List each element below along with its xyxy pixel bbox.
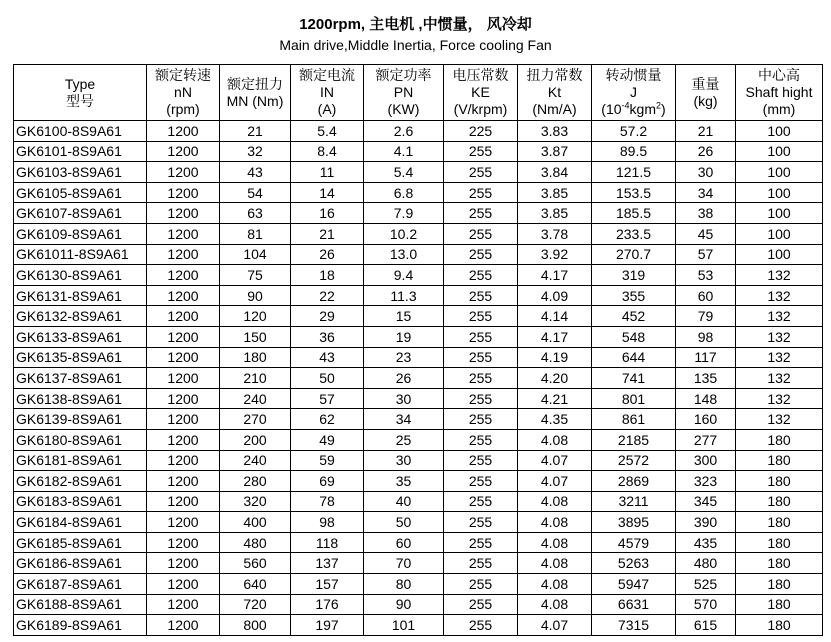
cell-rated-current: 78 [291,491,364,512]
cell-rotor-inertia: 319 [592,265,676,286]
cell-voltage-constant: 255 [444,409,518,430]
cell-rated-speed: 1200 [147,388,220,409]
cell-rated-current: 69 [291,471,364,492]
cell-shaft-height: 180 [736,471,823,492]
cell-rated-power: 30 [364,450,444,471]
cell-voltage-constant: 255 [444,347,518,368]
cell-type: GK6186-8S9A61 [14,553,147,574]
cell-shaft-height: 180 [736,532,823,553]
cell-type: GK6132-8S9A61 [14,306,147,327]
table-row [14,306,823,327]
cell-torque-constant: 3.85 [518,203,592,224]
cell-type: GK6181-8S9A61 [14,450,147,471]
cell-type: GK6131-8S9A61 [14,285,147,306]
table-row [14,429,823,450]
cell-rated-power: 34 [364,409,444,430]
cell-rotor-inertia: 861 [592,409,676,430]
cell-rated-current: 98 [291,512,364,533]
cell-weight: 21 [676,121,736,142]
cell-voltage-constant: 255 [444,491,518,512]
cell-rated-current: 137 [291,553,364,574]
cell-rotor-inertia: 6631 [592,594,676,615]
table-row [14,182,823,203]
cell-weight: 300 [676,450,736,471]
cell-weight: 38 [676,203,736,224]
cell-rated-speed: 1200 [147,265,220,286]
cell-rated-torque: 63 [220,203,291,224]
cell-rated-speed: 1200 [147,368,220,389]
cell-type: GK6183-8S9A61 [14,491,147,512]
cell-voltage-constant: 255 [444,223,518,244]
cell-voltage-constant: 255 [444,265,518,286]
cell-rated-current: 157 [291,574,364,595]
cell-weight: 615 [676,615,736,636]
table-row [14,265,823,286]
cell-rated-power: 30 [364,388,444,409]
cell-rated-power: 90 [364,594,444,615]
cell-voltage-constant: 255 [444,471,518,492]
cell-rated-current: 22 [291,285,364,306]
cell-torque-constant: 4.21 [518,388,592,409]
cell-type: GK6189-8S9A61 [14,615,147,636]
cell-rated-power: 80 [364,574,444,595]
cell-rated-torque: 120 [220,306,291,327]
table-row [14,121,823,142]
cell-weight: 135 [676,368,736,389]
cell-rotor-inertia: 801 [592,388,676,409]
table-row [14,368,823,389]
cell-shaft-height: 180 [736,450,823,471]
cell-rated-power: 15 [364,306,444,327]
cell-rated-current: 49 [291,429,364,450]
cell-rated-power: 4.1 [364,141,444,162]
header-rated-current: 额定电流 IN (A) [291,65,364,121]
cell-type: GK6100-8S9A61 [14,121,147,142]
cell-shaft-height: 100 [736,141,823,162]
cell-rated-torque: 560 [220,553,291,574]
motor-spec-table [13,64,823,636]
cell-rated-torque: 43 [220,162,291,183]
cell-type: GK61011-8S9A61 [14,244,147,265]
cell-rated-speed: 1200 [147,244,220,265]
cell-torque-constant: 3.83 [518,121,592,142]
cell-voltage-constant: 255 [444,182,518,203]
cell-voltage-constant: 255 [444,553,518,574]
cell-rated-torque: 150 [220,326,291,347]
cell-rated-current: 11 [291,162,364,183]
cell-voltage-constant: 255 [444,306,518,327]
cell-rated-power: 6.8 [364,182,444,203]
cell-rotor-inertia: 5263 [592,553,676,574]
table-row [14,244,823,265]
cell-type: GK6109-8S9A61 [14,223,147,244]
cell-shaft-height: 132 [736,409,823,430]
cell-type: GK6188-8S9A61 [14,594,147,615]
table-row [14,141,823,162]
cell-rated-power: 19 [364,326,444,347]
cell-rated-speed: 1200 [147,615,220,636]
cell-weight: 57 [676,244,736,265]
cell-weight: 79 [676,306,736,327]
cell-rated-current: 14 [291,182,364,203]
cell-rated-torque: 720 [220,594,291,615]
cell-shaft-height: 132 [736,347,823,368]
cell-rated-current: 43 [291,347,364,368]
cell-type: GK6184-8S9A61 [14,512,147,533]
cell-torque-constant: 4.08 [518,594,592,615]
cell-torque-constant: 4.19 [518,347,592,368]
cell-rated-power: 23 [364,347,444,368]
cell-rated-torque: 270 [220,409,291,430]
cell-rated-current: 26 [291,244,364,265]
cell-weight: 148 [676,388,736,409]
cell-rotor-inertia: 7315 [592,615,676,636]
cell-rated-speed: 1200 [147,450,220,471]
cell-rotor-inertia: 5947 [592,574,676,595]
cell-rated-power: 70 [364,553,444,574]
cell-torque-constant: 4.07 [518,450,592,471]
cell-shaft-height: 132 [736,285,823,306]
cell-rotor-inertia: 121.5 [592,162,676,183]
cell-shaft-height: 100 [736,162,823,183]
header-voltage-constant: 电压常数 KE (V/krpm) [444,65,518,121]
cell-rated-speed: 1200 [147,203,220,224]
title-chinese: 1200rpm, 主电机 ,中惯量， 风冷却 [299,16,532,33]
cell-voltage-constant: 255 [444,244,518,265]
header-row [14,65,823,121]
cell-rotor-inertia: 3895 [592,512,676,533]
cell-rated-current: 59 [291,450,364,471]
cell-weight: 390 [676,512,736,533]
cell-weight: 277 [676,429,736,450]
cell-weight: 34 [676,182,736,203]
cell-rated-power: 26 [364,368,444,389]
cell-rotor-inertia: 2185 [592,429,676,450]
cell-type: GK6180-8S9A61 [14,429,147,450]
cell-rated-current: 197 [291,615,364,636]
cell-rated-speed: 1200 [147,594,220,615]
cell-torque-constant: 4.20 [518,368,592,389]
table-row [14,574,823,595]
cell-torque-constant: 4.08 [518,574,592,595]
cell-rated-power: 11.3 [364,285,444,306]
cell-voltage-constant: 255 [444,141,518,162]
cell-rotor-inertia: 233.5 [592,223,676,244]
table-row [14,223,823,244]
cell-type: GK6133-8S9A61 [14,326,147,347]
cell-rated-power: 50 [364,512,444,533]
header-rated-power: 额定功率 PN (KW) [364,65,444,121]
cell-weight: 98 [676,326,736,347]
cell-torque-constant: 4.08 [518,429,592,450]
cell-voltage-constant: 255 [444,326,518,347]
table-row [14,347,823,368]
cell-shaft-height: 100 [736,121,823,142]
cell-torque-constant: 4.07 [518,471,592,492]
cell-rated-power: 7.9 [364,203,444,224]
cell-voltage-constant: 255 [444,512,518,533]
cell-rated-power: 60 [364,532,444,553]
header-torque-constant: 扭力常数 Kt (Nm/A) [518,65,592,121]
cell-type: GK6103-8S9A61 [14,162,147,183]
cell-rated-current: 5.4 [291,121,364,142]
cell-shaft-height: 132 [736,326,823,347]
cell-weight: 160 [676,409,736,430]
header-rated-speed: 额定转速 nN (rpm) [147,65,220,121]
cell-rated-speed: 1200 [147,121,220,142]
header-rated-torque: 额定扭力 MN (Nm) [220,65,291,121]
cell-rated-speed: 1200 [147,471,220,492]
cell-rated-power: 2.6 [364,121,444,142]
cell-shaft-height: 180 [736,615,823,636]
cell-weight: 30 [676,162,736,183]
cell-type: GK6135-8S9A61 [14,347,147,368]
cell-rated-current: 29 [291,306,364,327]
cell-rated-power: 40 [364,491,444,512]
cell-rated-speed: 1200 [147,409,220,430]
cell-voltage-constant: 255 [444,388,518,409]
cell-rated-torque: 54 [220,182,291,203]
cell-rated-torque: 75 [220,265,291,286]
cell-voltage-constant: 255 [444,615,518,636]
cell-rated-speed: 1200 [147,512,220,533]
cell-rotor-inertia: 4579 [592,532,676,553]
cell-voltage-constant: 255 [444,162,518,183]
cell-rated-power: 5.4 [364,162,444,183]
table-row [14,594,823,615]
table-row [14,388,823,409]
cell-rated-current: 57 [291,388,364,409]
cell-rated-speed: 1200 [147,491,220,512]
cell-rated-speed: 1200 [147,574,220,595]
table-row [14,553,823,574]
cell-rated-speed: 1200 [147,162,220,183]
cell-weight: 345 [676,491,736,512]
cell-rated-power: 25 [364,429,444,450]
cell-rotor-inertia: 57.2 [592,121,676,142]
cell-torque-constant: 4.17 [518,326,592,347]
cell-shaft-height: 180 [736,574,823,595]
cell-rated-current: 36 [291,326,364,347]
cell-shaft-height: 100 [736,203,823,224]
cell-rated-speed: 1200 [147,553,220,574]
cell-rated-power: 101 [364,615,444,636]
cell-rated-speed: 1200 [147,141,220,162]
cell-type: GK6101-8S9A61 [14,141,147,162]
table-row [14,491,823,512]
cell-rotor-inertia: 644 [592,347,676,368]
table-row [14,203,823,224]
cell-weight: 323 [676,471,736,492]
cell-type: GK6107-8S9A61 [14,203,147,224]
cell-rated-torque: 640 [220,574,291,595]
cell-rated-torque: 180 [220,347,291,368]
cell-shaft-height: 132 [736,306,823,327]
cell-torque-constant: 4.17 [518,265,592,286]
cell-rotor-inertia: 2869 [592,471,676,492]
table-row [14,471,823,492]
table-row [14,409,823,430]
cell-rated-power: 13.0 [364,244,444,265]
cell-torque-constant: 4.08 [518,532,592,553]
header-type: Type 型号 [14,65,147,121]
cell-type: GK6139-8S9A61 [14,409,147,430]
cell-rated-speed: 1200 [147,306,220,327]
cell-rated-speed: 1200 [147,347,220,368]
cell-voltage-constant: 255 [444,450,518,471]
cell-rated-power: 10.2 [364,223,444,244]
cell-weight: 435 [676,532,736,553]
cell-shaft-height: 180 [736,553,823,574]
cell-rated-speed: 1200 [147,223,220,244]
cell-voltage-constant: 255 [444,574,518,595]
cell-shaft-height: 180 [736,512,823,533]
cell-torque-constant: 4.07 [518,615,592,636]
cell-torque-constant: 3.85 [518,182,592,203]
cell-torque-constant: 3.84 [518,162,592,183]
cell-voltage-constant: 225 [444,121,518,142]
table-row [14,615,823,636]
table-row [14,285,823,306]
cell-weight: 117 [676,347,736,368]
cell-rated-current: 8.4 [291,141,364,162]
cell-weight: 570 [676,594,736,615]
cell-voltage-constant: 255 [444,203,518,224]
cell-rotor-inertia: 741 [592,368,676,389]
cell-rotor-inertia: 452 [592,306,676,327]
cell-rotor-inertia: 185.5 [592,203,676,224]
cell-rated-torque: 240 [220,388,291,409]
cell-rated-torque: 104 [220,244,291,265]
cell-rated-speed: 1200 [147,429,220,450]
cell-rated-current: 16 [291,203,364,224]
cell-rated-torque: 200 [220,429,291,450]
cell-rated-current: 18 [291,265,364,286]
cell-rated-torque: 240 [220,450,291,471]
table-row [14,162,823,183]
cell-rated-current: 118 [291,532,364,553]
cell-weight: 53 [676,265,736,286]
cell-rated-torque: 90 [220,285,291,306]
cell-voltage-constant: 255 [444,285,518,306]
cell-rated-torque: 81 [220,223,291,244]
cell-rated-speed: 1200 [147,326,220,347]
cell-shaft-height: 180 [736,491,823,512]
cell-type: GK6182-8S9A61 [14,471,147,492]
cell-voltage-constant: 255 [444,429,518,450]
cell-voltage-constant: 255 [444,594,518,615]
cell-shaft-height: 100 [736,244,823,265]
cell-torque-constant: 3.87 [518,141,592,162]
table-row [14,450,823,471]
cell-rated-torque: 21 [220,121,291,142]
cell-torque-constant: 4.08 [518,491,592,512]
cell-shaft-height: 132 [736,388,823,409]
cell-rotor-inertia: 89.5 [592,141,676,162]
cell-shaft-height: 100 [736,223,823,244]
cell-rated-current: 50 [291,368,364,389]
cell-rated-torque: 280 [220,471,291,492]
cell-torque-constant: 3.92 [518,244,592,265]
cell-type: GK6138-8S9A61 [14,388,147,409]
cell-shaft-height: 180 [736,594,823,615]
cell-weight: 45 [676,223,736,244]
cell-rated-speed: 1200 [147,285,220,306]
cell-rated-torque: 210 [220,368,291,389]
cell-shaft-height: 132 [736,368,823,389]
cell-rated-power: 9.4 [364,265,444,286]
cell-shaft-height: 100 [736,182,823,203]
cell-rated-current: 62 [291,409,364,430]
cell-type: GK6130-8S9A61 [14,265,147,286]
cell-voltage-constant: 255 [444,532,518,553]
cell-weight: 525 [676,574,736,595]
cell-weight: 26 [676,141,736,162]
cell-rated-speed: 1200 [147,182,220,203]
cell-rated-current: 21 [291,223,364,244]
cell-torque-constant: 4.09 [518,285,592,306]
cell-rated-speed: 1200 [147,532,220,553]
cell-rotor-inertia: 355 [592,285,676,306]
cell-torque-constant: 4.08 [518,512,592,533]
cell-shaft-height: 132 [736,265,823,286]
header-weight: 重量 (kg) [676,65,736,121]
title-english: Main drive,Middle Inertia, Force cooling Fan [279,37,552,53]
cell-torque-constant: 4.35 [518,409,592,430]
cell-rated-torque: 480 [220,532,291,553]
cell-type: GK6187-8S9A61 [14,574,147,595]
cell-weight: 480 [676,553,736,574]
cell-type: GK6137-8S9A61 [14,368,147,389]
cell-weight: 60 [676,285,736,306]
cell-torque-constant: 3.78 [518,223,592,244]
cell-rated-torque: 400 [220,512,291,533]
cell-rotor-inertia: 548 [592,326,676,347]
cell-rated-torque: 32 [220,141,291,162]
cell-voltage-constant: 255 [444,368,518,389]
cell-type: GK6105-8S9A61 [14,182,147,203]
cell-rated-power: 35 [364,471,444,492]
cell-rated-torque: 800 [220,615,291,636]
cell-torque-constant: 4.08 [518,553,592,574]
cell-rotor-inertia: 153.5 [592,182,676,203]
table-row [14,326,823,347]
cell-rotor-inertia: 270.7 [592,244,676,265]
table-row [14,512,823,533]
cell-type: GK6185-8S9A61 [14,532,147,553]
header-rotor-inertia: 转动惯量 J $(10^{-4}kgm^2)$ [592,65,676,121]
header-shaft-height: 中心高 Shaft hight (mm) [736,65,823,121]
cell-shaft-height: 180 [736,429,823,450]
cell-rotor-inertia: 3211 [592,491,676,512]
cell-rotor-inertia: 2572 [592,450,676,471]
cell-torque-constant: 4.14 [518,306,592,327]
table-row [14,532,823,553]
cell-rated-torque: 320 [220,491,291,512]
cell-rated-current: 176 [291,594,364,615]
